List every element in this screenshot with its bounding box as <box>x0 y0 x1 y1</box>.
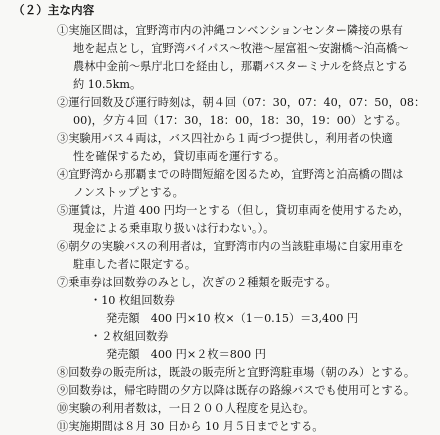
text-line-19: 発売額 400 円×２枚＝800 円 <box>106 348 266 361</box>
text-line-5: ②運行回数及び運行時刻は，朝４回（07：30，07：40，07：50，08： <box>57 96 426 109</box>
text-line-16: ・10 枚組回数券 <box>90 294 175 307</box>
text-line-17: 発売額 400 円×10 枚×（1－0.15）＝3,400 円 <box>106 312 359 325</box>
text-line-3: 農林中金前～県庁北口を経由し，那覇バスターミナルを終点とする <box>73 60 409 73</box>
text-line-6: 00)，夕方４回（17：30，18：00，18：30，19：00）とする。 <box>73 114 407 127</box>
text-line-4: 約 10.5km。 <box>73 78 142 91</box>
text-line-13: ⑥朝夕の実験バスの利用者は，宜野湾市内の当該駐車場に自家用車を <box>57 240 404 253</box>
text-line-18: ・２枚組回数券 <box>90 330 169 343</box>
text-line-11: ⑤運賃は，片道 400 円均一とする（但し，貸切車両を使用するため， <box>57 204 410 217</box>
text-line-10: ノンストップとする。 <box>73 186 184 199</box>
text-line-9: ④宜野湾から那覇までの時間短縮を図るため，宜野湾と泊高橋の間は <box>57 168 404 181</box>
text-line-12: 現金による乗車取り扱いは行わない。）。 <box>73 222 275 235</box>
text-line-22: ⑩実験の利用者数は，一日２００人程度を見込む。 <box>57 402 315 415</box>
text-line-21: ⑨回数券は，帰宅時間の夕方以降は既存の路線バスでも使用可とする。 <box>57 384 416 397</box>
section-title: （２）主な内容 <box>13 3 95 17</box>
text-line-7: ③実験用バス４両は，バス四社から１両づつ提供し，利用者の快適 <box>57 132 393 145</box>
text-line-20: ⑧回数券の販売所は，既設の販売所と宜野湾駐車場（朝のみ）とする。 <box>57 366 416 379</box>
text-line-1: ①実施区間は，宜野湾市内の沖縄コンベンションセンター隣接の県有 <box>57 24 403 37</box>
text-line-14: 駐車した者に限定する。 <box>73 258 197 271</box>
text-line-8: 性を確保するため，貸切車両を運行する。 <box>73 150 286 163</box>
text-line-23: ⑪実施期間は８月 30 日から 10 月５日までとする。 <box>57 420 324 433</box>
text-line-15: ⑦乗車券は回数券のみとし，次ぎの２種類を販売する。 <box>57 276 337 289</box>
text-line-2: 地を起点とし，宜野湾バイパス～牧港～屋富祖～安謝橋～泊高橋～ <box>73 42 409 55</box>
